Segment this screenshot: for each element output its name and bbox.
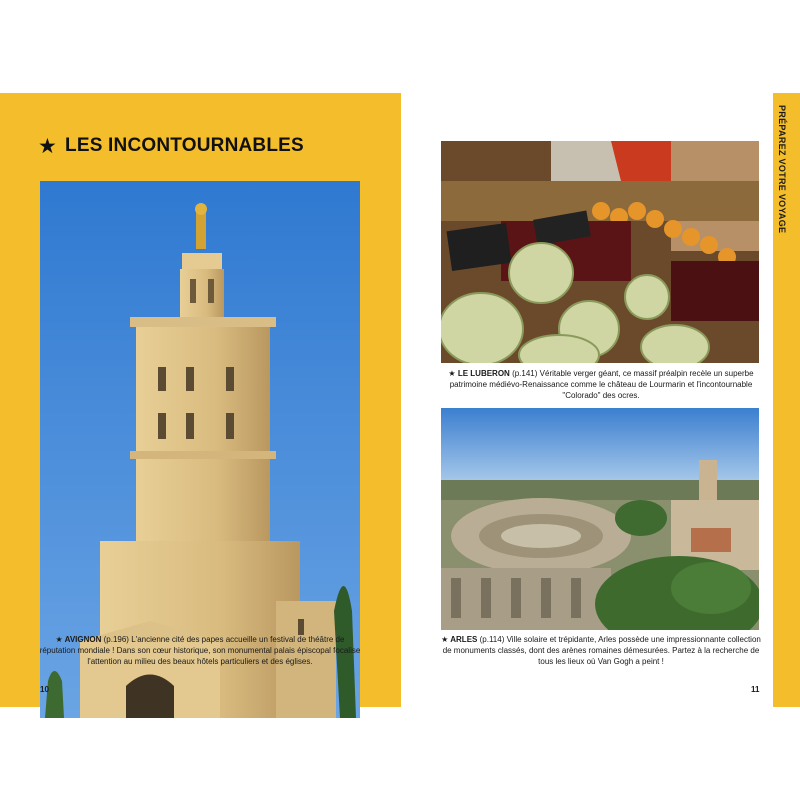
caption-text: L'ancienne cité des papes accueille un festival de théâtre de réputation mondiale ! Dans son cœur historique, son monumental palais épiscopal focalise l'attention au milieu des beaux hôtels particuliers et des églises. bbox=[39, 635, 361, 666]
side-tab-label: PRÉPAREZ VOTRE VOYAGE bbox=[777, 105, 787, 234]
caption-page-ref: (p.114) bbox=[479, 635, 505, 644]
luberon-caption bbox=[439, 368, 763, 401]
luberon-market-photo bbox=[441, 141, 759, 363]
star-icon: ★ bbox=[441, 635, 449, 644]
star-icon: ★ bbox=[448, 369, 456, 378]
page-number: 10 bbox=[40, 685, 49, 694]
caption-page-ref: (p.196) bbox=[103, 635, 129, 644]
caption-place: LE LUBERON bbox=[457, 369, 510, 378]
caption-place: ARLES bbox=[450, 635, 478, 644]
left-page bbox=[0, 93, 401, 707]
section-heading-text: LES INCONTOURNABLES bbox=[65, 135, 304, 156]
star-icon: ★ bbox=[55, 635, 63, 644]
side-tab bbox=[773, 93, 800, 707]
section-heading bbox=[38, 135, 304, 157]
caption-text: Ville solaire et trépidante, Arles possède une impressionnante collection de monuments classés, dont des arènes romaines démesurées. Partez à la recherche de tous les lieux où Van Gogh a peint ! bbox=[442, 635, 761, 666]
page-number: 11 bbox=[751, 685, 760, 694]
arles-arena-photo bbox=[441, 408, 759, 630]
avignon-caption bbox=[38, 634, 362, 667]
right-page bbox=[401, 93, 800, 707]
caption-place: AVIGNON bbox=[64, 635, 102, 644]
caption-page-ref: (p.141) bbox=[512, 369, 538, 378]
star-icon: ★ bbox=[38, 134, 58, 158]
caption-text: Véritable verger géant, ce massif préalpin recèle un superbe patrimoine médiévo-Renaissance comme le château de Lourmarin et l'incontournable "Colorado" des ocres. bbox=[449, 369, 754, 400]
arles-caption bbox=[439, 634, 763, 667]
